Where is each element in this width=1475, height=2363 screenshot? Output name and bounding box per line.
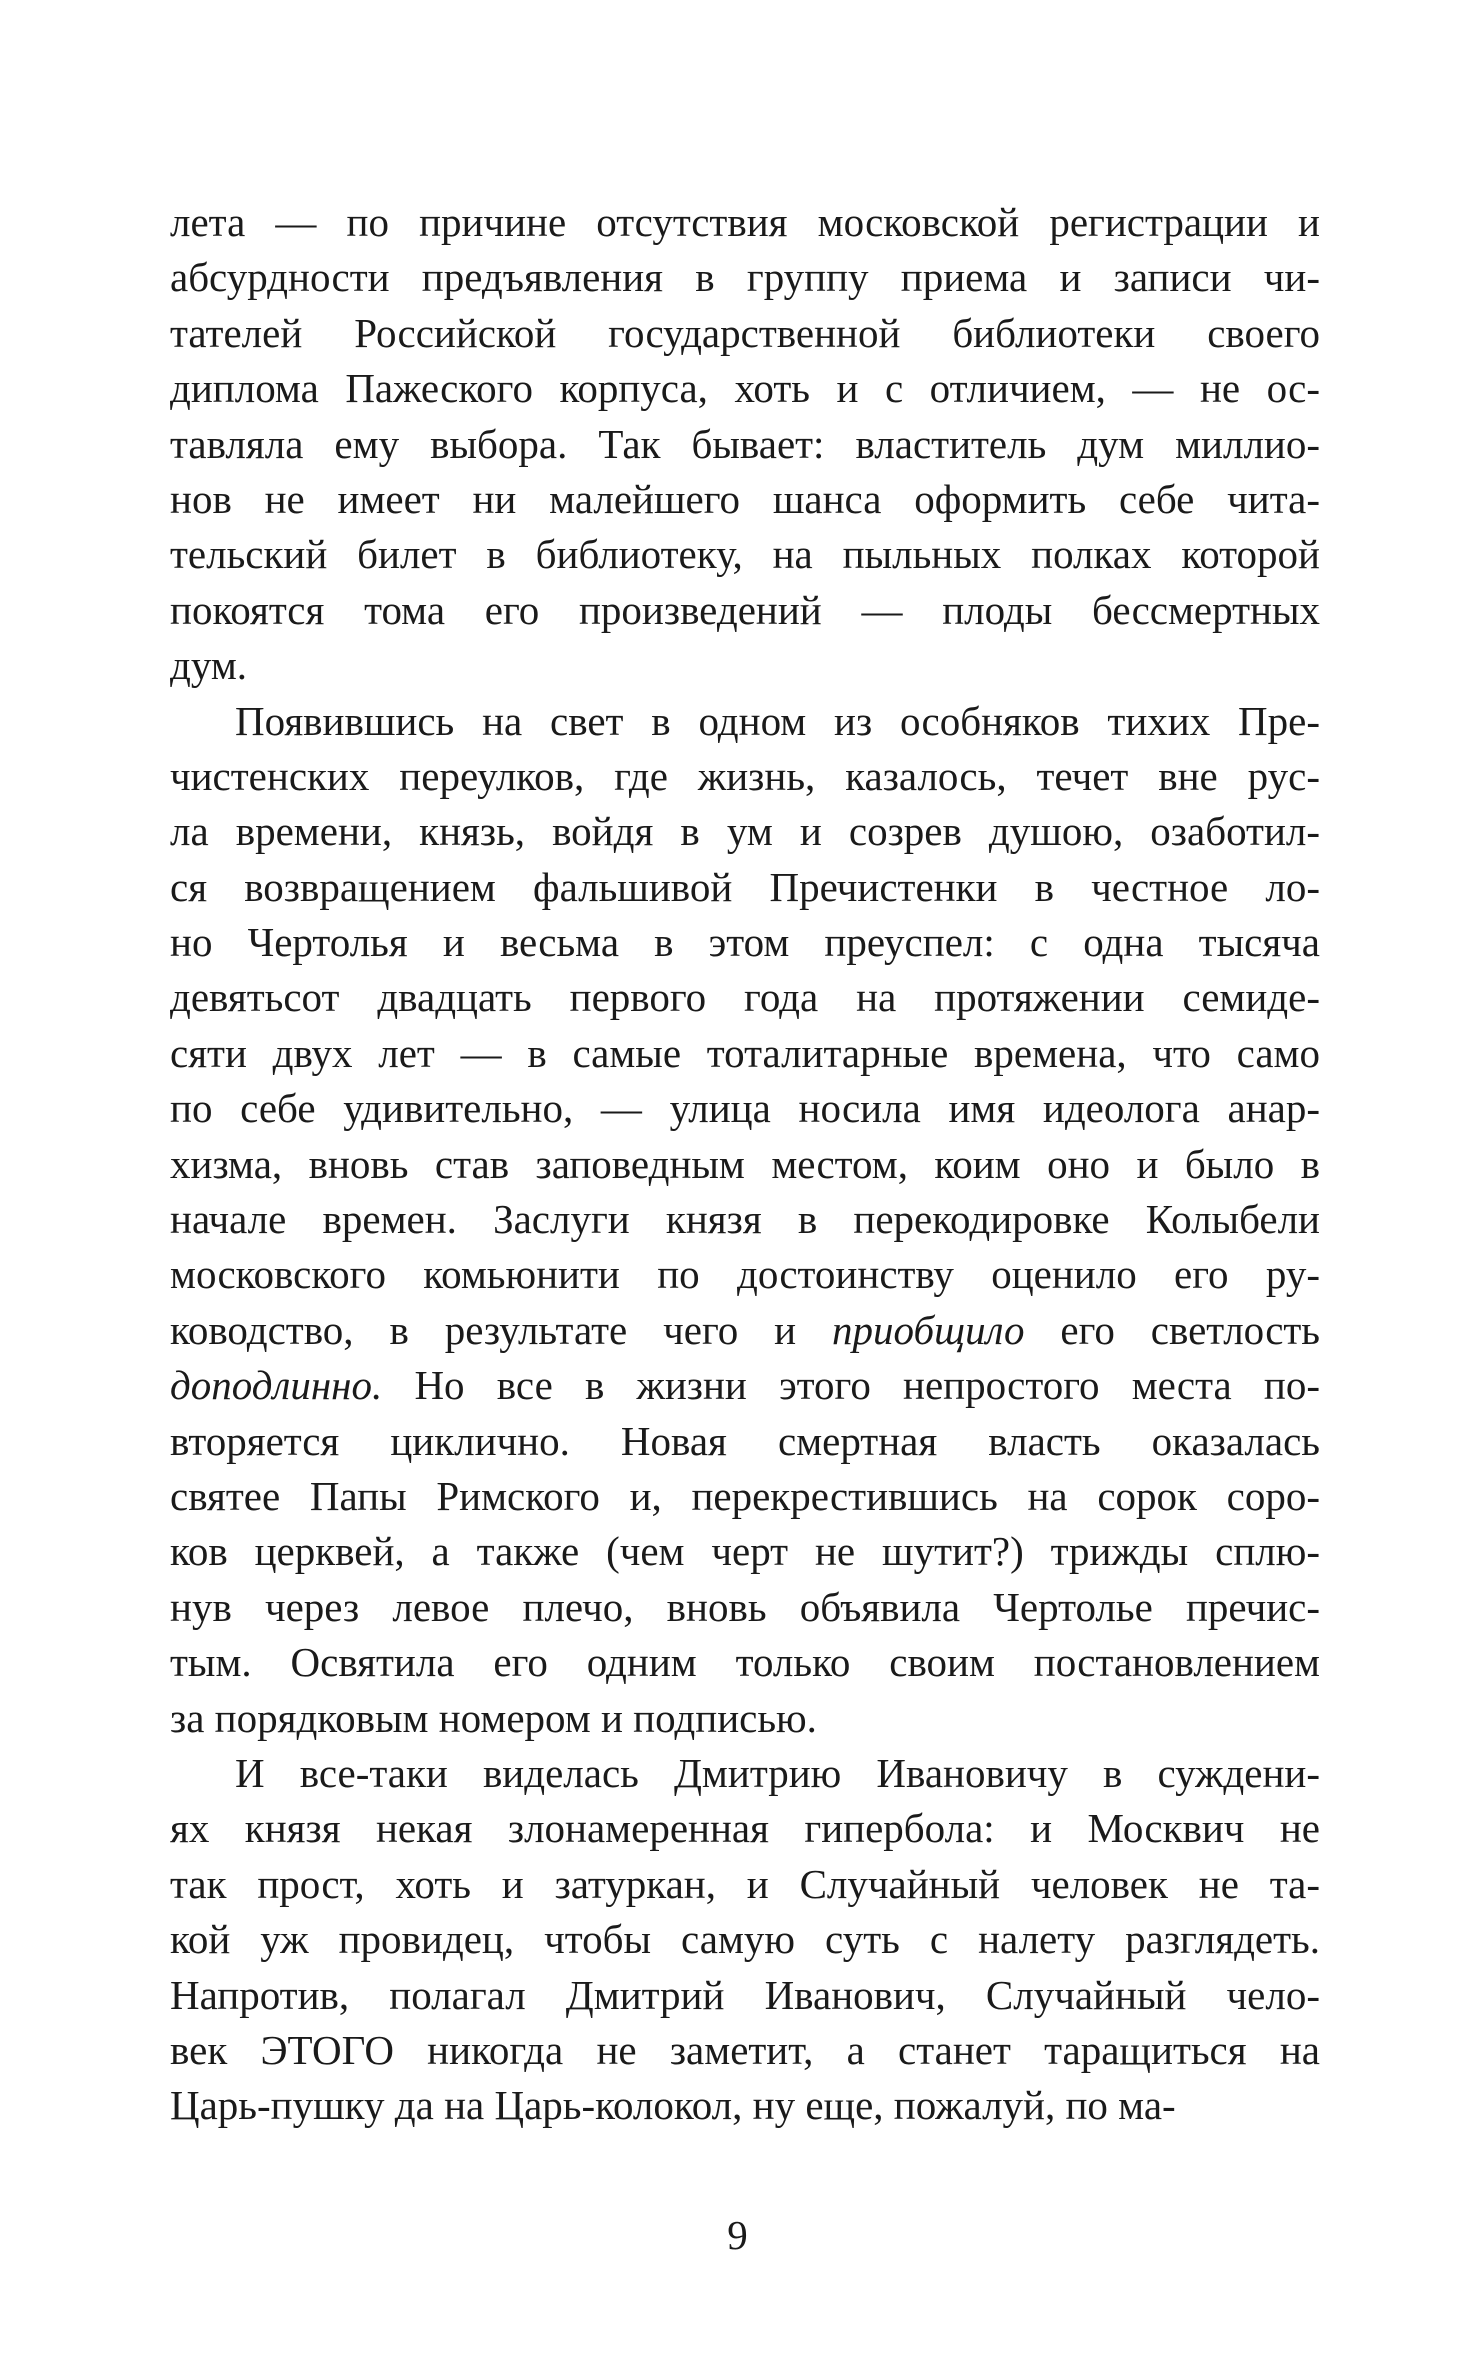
text-segment: Но все в жизни этого непростого места по- [382,1362,1320,1409]
text-segment: ков церквей, а также (чем черт не шутит?) трижды сплю- [170,1528,1320,1575]
text-segment: Напротив, полагал Дмитрий Иванович, Случайный чело- [170,1971,1320,2018]
text-line [170,804,1320,859]
text-line [170,1968,1320,2023]
text-segment: девятьсот двадцать первого года на протяжении семиде- [170,974,1320,1021]
text-line [170,970,1320,1025]
text-segment: тым. Освятила его одним только своим постановлением [170,1639,1320,1686]
text-line [170,1746,1320,1801]
text-segment: хизма, вновь став заповедным местом, коим оно и было в [170,1140,1320,1187]
text-segment: ся возвращением фальшивой Пречистенки в честное ло- [170,863,1320,910]
paragraph [170,694,1320,1746]
text-segment: нув через левое плечо, вновь объявила Чертолье пречис- [170,1583,1320,1630]
text-segment: его светлость [1024,1306,1321,1353]
text-line [170,1358,1320,1413]
text-segment: дум. [170,642,248,689]
italic-text: доподлинно. [170,1362,383,1409]
text-segment: так прост, хоть и затуркан, и Случайный человек не та- [170,1860,1320,1907]
paragraph [170,195,1320,694]
italic-text: приобщило [832,1306,1025,1353]
text-segment: ководство, в результате чего и [170,1306,833,1353]
text-line [170,527,1320,582]
text-segment: по себе удивительно, — улица носила имя идеолога анар- [170,1085,1320,1132]
text-segment: тельский билет в библиотеку, на пыльных полках которой [170,531,1320,578]
text-line [170,749,1320,804]
text-segment: начале времен. Заслуги князя в перекодировке Колыбели [170,1196,1320,1243]
text-line [170,1303,1320,1358]
text-line [170,1192,1320,1247]
text-line [170,638,1320,693]
text-line [170,361,1320,416]
text-segment: ла времени, князь, войдя в ум и созрев душою, озаботил- [170,808,1320,855]
text-segment: лета — по причине отсутствия московской регистрации и [170,199,1320,245]
text-segment: нов не имеет ни малейшего шанса оформить себе чита- [170,475,1320,522]
page-number: 9 [727,2212,748,2258]
text-line [170,2023,1320,2078]
text-segment: московского комьюнити по достоинству оценило его ру- [170,1251,1320,1298]
text-line [170,1081,1320,1136]
body-text [170,195,1320,2134]
text-line [170,1801,1320,1856]
text-segment: покоятся тома его произведений — плоды бессмертных [170,586,1320,633]
text-segment: святее Папы Римского и, перекрестившись на сорок соро- [170,1472,1320,1519]
text-segment: диплома Пажеского корпуса, хоть и с отличием, — не ос- [170,365,1320,412]
text-segment: за порядковым номером и подписью. [170,1694,817,1741]
text-line [170,1026,1320,1081]
text-segment: тателей Российской государственной библиотеки своего [170,309,1320,356]
text-segment: ях князя некая злонамеренная гипербола: и Москвич не [170,1805,1320,1852]
text-line [170,417,1320,472]
text-line [170,306,1320,361]
text-line [170,694,1320,749]
text-segment: сяти двух лет — в самые тоталитарные времена, что само [170,1029,1320,1076]
text-segment: Царь-пушку да на Царь-колокол, ну еще, пожалуй, по ма- [170,2082,1176,2129]
text-line [170,1691,1320,1746]
text-line [170,915,1320,970]
text-segment: Появившись на свет в одном из особняков тихих Пре- [235,697,1320,744]
text-segment: И все-таки виделась Дмитрию Ивановичу в суждени- [235,1749,1320,1796]
text-line [170,583,1320,638]
text-segment: но Чертолья и весьма в этом преуспел: с одна тысяча [170,919,1320,966]
text-segment: тавляла ему выбора. Так бывает: властитель дум миллио- [170,420,1320,467]
text-line [170,1414,1320,1469]
text-line [170,2078,1320,2133]
text-line [170,250,1320,305]
text-segment: абсурдности предъявления в группу приема и записи чи- [170,254,1320,301]
text-line [170,1635,1320,1690]
text-line [170,195,1320,250]
text-line [170,860,1320,915]
text-segment: кой уж провидец, чтобы самую суть с налету разглядеть. [170,1916,1320,1963]
text-line [170,1469,1320,1524]
text-line [170,1247,1320,1302]
text-segment: чистенских переулков, где жизнь, казалось, течет вне рус- [170,752,1320,799]
text-line [170,1912,1320,1967]
text-segment: век ЭТОГО никогда не заметит, а станет таращиться на [170,2026,1320,2073]
text-segment: вторяется циклично. Новая смертная власть оказалась [170,1417,1320,1464]
text-line [170,1857,1320,1912]
paragraph [170,1746,1320,2134]
text-line [170,472,1320,527]
text-line [170,1524,1320,1579]
text-line [170,1137,1320,1192]
text-line [170,1580,1320,1635]
